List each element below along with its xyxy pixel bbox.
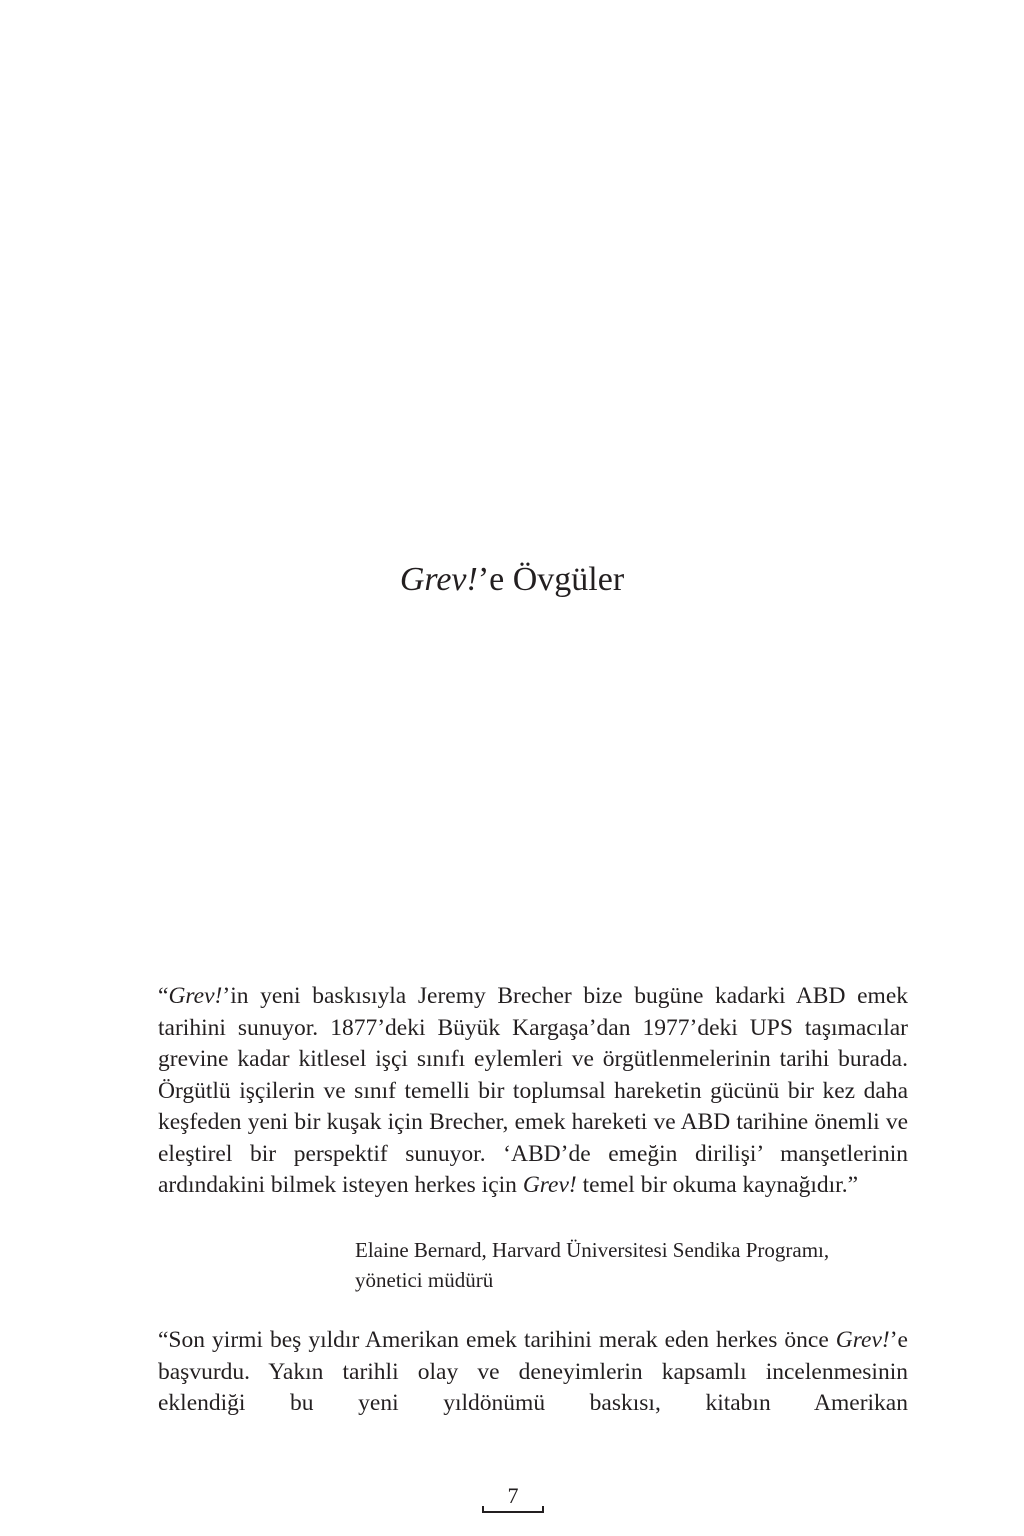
quote-text: temel bir okuma kaynağıdır.”: [576, 1172, 859, 1198]
praise-quote-2: [158, 1325, 908, 1420]
page-title: [0, 556, 1024, 604]
book-title-italic: Grev!: [835, 1327, 890, 1353]
quote-text: ’e başvurdu. Yakın tarihli olay ve deneyimlerin kapsamlı incelenmesinin eklendiği bu yeni yıldönümü baskısı, kitabın Amerikan: [158, 1327, 908, 1416]
page-title-rest: ’e Övgüler: [477, 561, 625, 598]
quote-text: “Son yirmi beş yıldır Amerikan emek tarihini merak eden herkes önce: [158, 1327, 836, 1353]
quote-text: ’in yeni baskısıyla Jeremy Brecher bize bugüne kadarki ABD emek tarihini sunuyor. 1877’deki Büyük Kargaşa’dan 1977’deki UPS taşımacılar grevine kadar kitlesel işçi sınıfı eylemleri ve örgütlenmelerinin tarihi burada. Örgütlü işçilerin ve sınıf temelli bir toplumsal hareketin gücünü bir kez daha keşfeden yeni bir kuşak için Brecher, emek hareketi ve ABD tarihine önemli ve eleştirel bir perspektif sunuyor. ‘ABD’de emeğin dirilişi’ manşetlerinin ardındakini bilmek isteyen herkes için: [158, 983, 908, 1198]
page-number: 7: [507, 1483, 519, 1508]
quote-open-mark: “: [158, 983, 169, 1009]
book-title-italic: Grev!: [399, 561, 478, 598]
attribution-line: Elaine Bernard, Harvard Üniversitesi Sendika Programı,: [355, 1238, 830, 1262]
book-title-italic: Grev!: [168, 983, 223, 1009]
page-number-rule: [482, 1511, 544, 1513]
page-footer: [482, 1482, 544, 1516]
praise-quote-1: [158, 981, 908, 1202]
attribution-line: yönetici müdürü: [355, 1268, 494, 1292]
book-title-italic: Grev!: [522, 1172, 577, 1198]
quote-attribution-1: [355, 1235, 915, 1295]
